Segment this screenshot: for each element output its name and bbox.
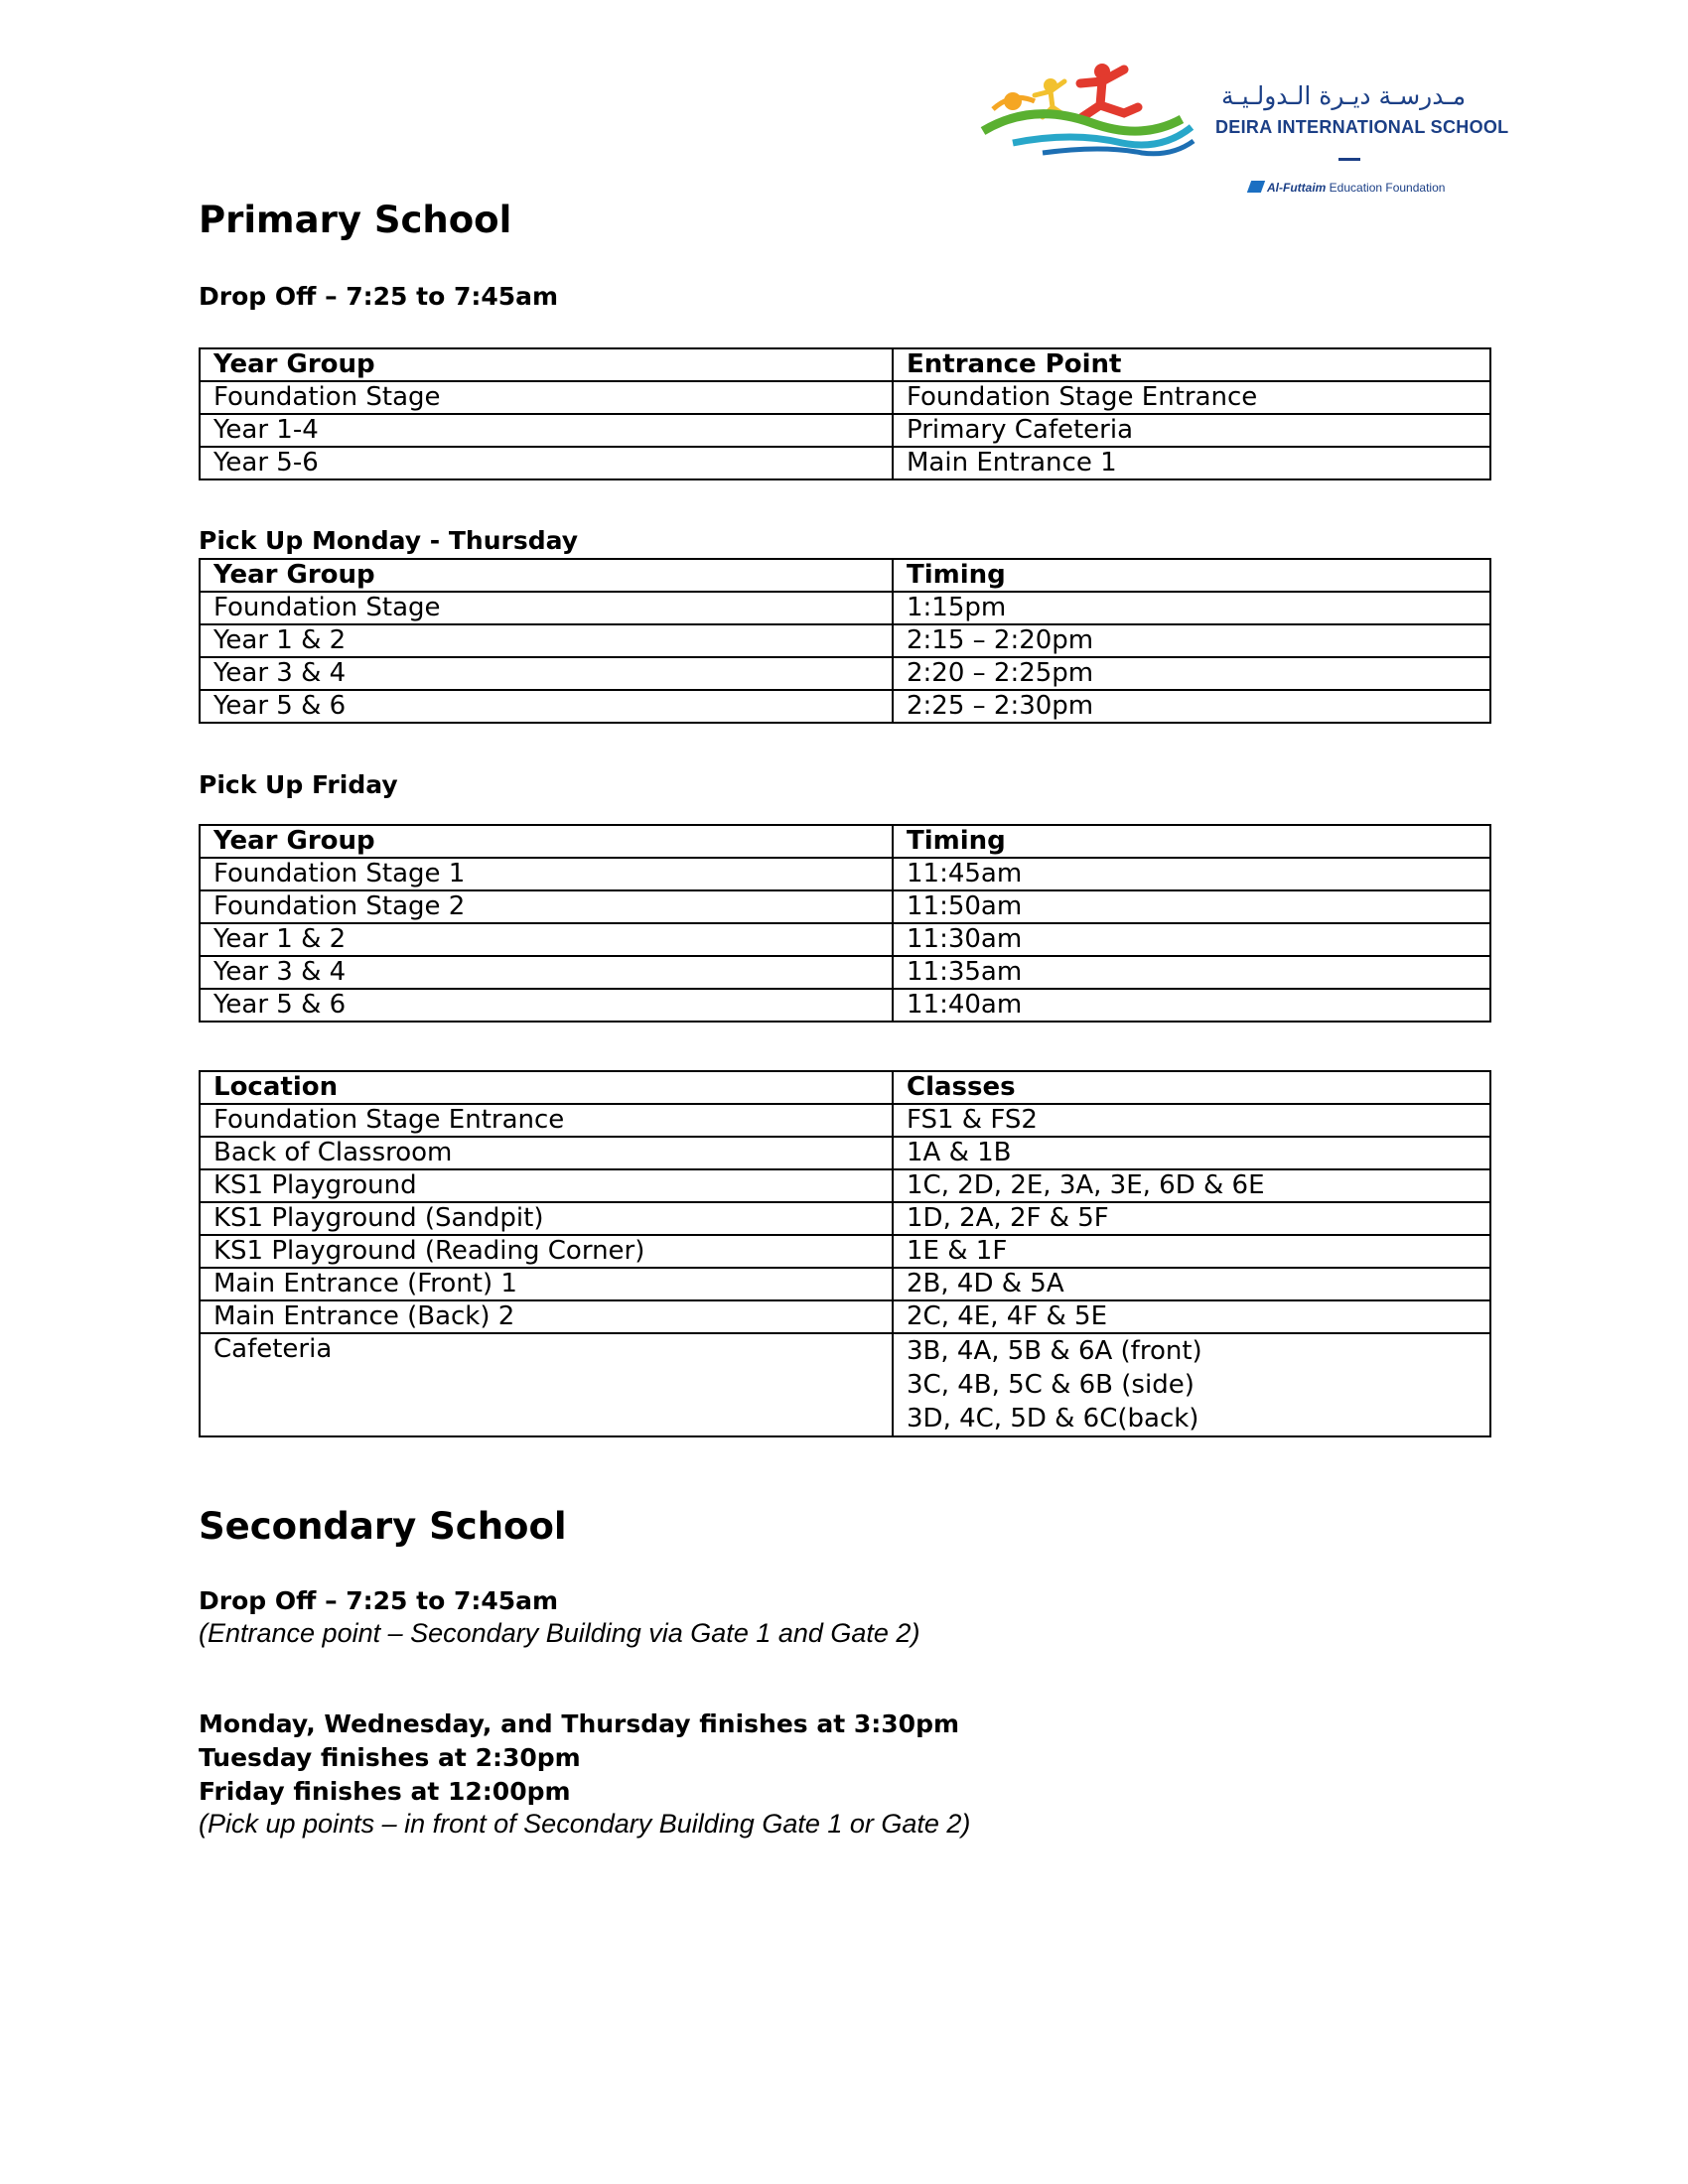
school-logo-icon [973,62,1201,161]
table-header-row [200,348,1490,381]
table-cell: Foundation Stage Entrance [200,1104,893,1137]
table-cell: Main Entrance (Back) 2 [200,1300,893,1333]
cafeteria-classes-line: 3B, 4A, 5B & 6A (front) [907,1336,1202,1366]
pickup-friday-heading: Pick Up Friday [199,770,398,799]
table-cell: Foundation Stage 2 [200,890,893,923]
table-cell: 2:20 – 2:25pm [893,657,1490,690]
table-cell: Cafeteria [200,1333,893,1436]
header-cell: Classes [893,1071,1490,1104]
table-row [200,690,1490,723]
dropoff-table [199,347,1491,480]
secondary-finish-line: Friday finishes at 12:00pm [199,1777,571,1806]
table-cell: 1C, 2D, 2E, 3A, 3E, 6D & 6E [893,1169,1490,1202]
table-cell: Main Entrance (Front) 1 [200,1268,893,1300]
foundation-brand: Al-Futtaim [1267,181,1327,195]
table-cell: Year 1 & 2 [200,923,893,956]
table-row [200,1235,1490,1268]
table-row [200,1202,1490,1235]
table-cell: Back of Classroom [200,1137,893,1169]
location-classes-table [199,1070,1491,1437]
table-cell: Main Entrance 1 [893,447,1490,479]
table-cell: Year 5 & 6 [200,690,893,723]
secondary-dropoff-heading: Drop Off – 7:25 to 7:45am [199,1586,559,1615]
table-cell: 1E & 1F [893,1235,1490,1268]
table-cell: Year 1 & 2 [200,624,893,657]
table-cell: KS1 Playground (Sandpit) [200,1202,893,1235]
table-cell: Primary Cafeteria [893,414,1490,447]
table-header-row [200,825,1490,858]
table-row [200,447,1490,479]
table-row [200,1169,1490,1202]
table-cell: 1:15pm [893,592,1490,624]
table-cell: 2:15 – 2:20pm [893,624,1490,657]
table-cell: Foundation Stage Entrance [893,381,1490,414]
foundation-name [1249,181,1445,195]
table-row [200,1137,1490,1169]
primary-dropoff-heading: Drop Off – 7:25 to 7:45am [199,282,559,311]
table-row [200,858,1490,890]
foundation-suffix: Education Foundation [1329,181,1446,195]
header-cell: Year Group [200,348,893,381]
header-cell: Year Group [200,559,893,592]
header-cell: Timing [893,559,1490,592]
table-row [200,956,1490,989]
school-logo [973,62,1509,210]
header-cell: Year Group [200,825,893,858]
table-row [200,989,1490,1022]
table-cell: Year 5-6 [200,447,893,479]
table-header-row [200,1071,1490,1104]
secondary-finish-line: Monday, Wednesday, and Thursday finishes at 3:30pm [199,1709,960,1738]
table-cell: 1A & 1B [893,1137,1490,1169]
pickup-friday-table [199,824,1491,1023]
table-cell: Foundation Stage [200,381,893,414]
table-cell: Foundation Stage 1 [200,858,893,890]
primary-school-title: Primary School [199,199,512,241]
table-cell: 11:50am [893,890,1490,923]
cafeteria-classes-line: 3D, 4C, 5D & 6C(back) [907,1404,1199,1433]
table-header-row [200,559,1490,592]
table-cell: 11:40am [893,989,1490,1022]
foundation-icon [1247,181,1265,193]
table-cell: 2C, 4E, 4F & 5E [893,1300,1490,1333]
table-row [200,1300,1490,1333]
header-cell: Location [200,1071,893,1104]
table-cell: KS1 Playground (Reading Corner) [200,1235,893,1268]
table-row [200,624,1490,657]
school-name: DEIRA INTERNATIONAL SCHOOL [1215,117,1509,137]
table-row [200,414,1490,447]
table-cell: 2:25 – 2:30pm [893,690,1490,723]
table-cell: Year 1-4 [200,414,893,447]
table-cell: 2B, 4D & 5A [893,1268,1490,1300]
table-row [200,890,1490,923]
table-row [200,1104,1490,1137]
secondary-finish-line: Tuesday finishes at 2:30pm [199,1743,581,1772]
table-cell: KS1 Playground [200,1169,893,1202]
table-cell: Year 5 & 6 [200,989,893,1022]
table-cell-multiline [893,1333,1490,1436]
table-cell: 11:45am [893,858,1490,890]
table-cell: FS1 & FS2 [893,1104,1490,1137]
pickup-mon-thu-heading: Pick Up Monday - Thursday [199,526,579,555]
header-cell: Timing [893,825,1490,858]
table-cell: 11:30am [893,923,1490,956]
table-row [200,592,1490,624]
secondary-school-title: Secondary School [199,1505,567,1548]
cafeteria-classes-line: 3C, 4B, 5C & 6B (side) [907,1370,1195,1400]
table-cell: 11:35am [893,956,1490,989]
header-cell: Entrance Point [893,348,1490,381]
table-cell: 1D, 2A, 2F & 5F [893,1202,1490,1235]
school-name-arabic: مـدرسـة ديـرة الـدولـيـة [1221,81,1467,110]
pickup-mon-thu-table [199,558,1491,724]
table-row [200,381,1490,414]
table-cell: Year 3 & 4 [200,956,893,989]
secondary-pickup-note: (Pick up points – in front of Secondary Building Gate 1 or Gate 2) [199,1809,971,1839]
table-cell: Foundation Stage [200,592,893,624]
table-row-cafeteria [200,1333,1490,1436]
table-row [200,923,1490,956]
secondary-dropoff-note: (Entrance point – Secondary Building via Gate 1 and Gate 2) [199,1618,920,1648]
table-cell: Year 3 & 4 [200,657,893,690]
table-row [200,1268,1490,1300]
table-row [200,657,1490,690]
logo-divider [1338,158,1360,161]
